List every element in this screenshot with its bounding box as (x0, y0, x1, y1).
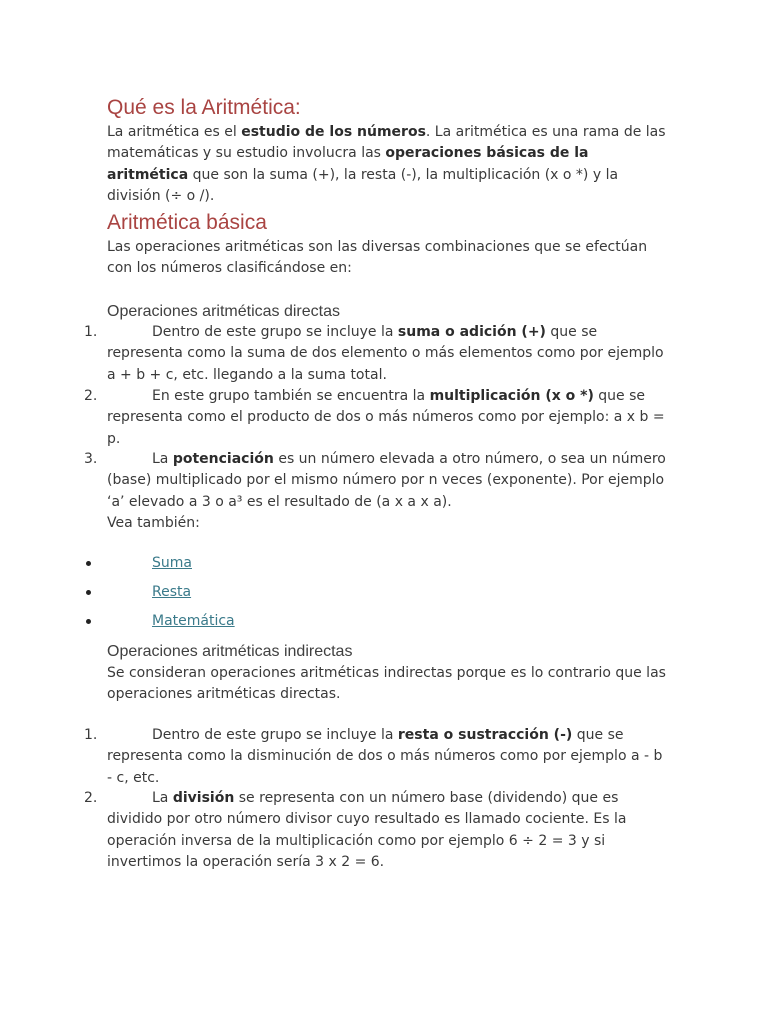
text-span: se representa con un número base (dividendo) que es dividido por otro número divisor cuyo resultado es llamado cociente. Es la operación inversa de la multiplicación como por ejemplo 6 ÷ 2 = 3 y si invertimos la operación sería 3 x 2 = 6. (107, 790, 627, 870)
list-item-multiplicacion (107, 386, 667, 450)
bold-span: suma o adición (+) (397, 324, 546, 340)
text-span: que se representa como la suma de dos elemento o más elementos como por ejemplo a + b + c, etc. llegando a la suma total. (107, 324, 664, 383)
paragraph-intro: Las operaciones aritméticas son las diversas combinaciones que se efectúan con los números clasificándose en: (107, 239, 648, 277)
see-also-label: Vea también: (107, 515, 200, 531)
list-item-suma (107, 322, 667, 386)
bold-span: resta o sustracción (-) (397, 727, 573, 743)
list-number: 3. (84, 451, 98, 467)
text-span: que se representa como la disminución de dos o más números como por ejemplo a - b - c, etc. (107, 727, 663, 786)
link-suma[interactable]: Suma (152, 555, 192, 571)
list-item-resta (107, 725, 667, 789)
list-item-division (107, 788, 667, 873)
bold-span: división (172, 790, 235, 806)
text-span: que se representa como el producto de dos o más números como por ejemplo: a x b = p. (107, 388, 665, 447)
text-span: que son la suma (+), la resta (-), la multiplicación (x o *) y la división (÷ o /). (107, 166, 619, 204)
bullet-dot (86, 590, 91, 595)
text-span: La aritmética es el (107, 124, 242, 140)
heading-operaciones-indirectas: Operaciones aritméticas indirectas (107, 643, 353, 660)
bullet-dot (86, 561, 91, 566)
list-number: 1. (84, 727, 98, 743)
heading-aritmetica-basica: Aritmética básica (107, 211, 267, 234)
text-span: En este grupo también se encuentra la (152, 388, 430, 404)
bullet-dot (86, 619, 91, 624)
list-number: 2. (84, 388, 98, 404)
heading-que-es-aritmetica: Qué es la Aritmética: (107, 96, 301, 119)
link-matematica[interactable]: Matemática (152, 613, 235, 629)
text-span: Dentro de este grupo se incluye la (152, 727, 398, 743)
bold-span: potenciación (172, 451, 274, 467)
bold-span: estudio de los números (241, 124, 426, 140)
text-span: La (152, 790, 173, 806)
list-number: 2. (84, 790, 98, 806)
bold-span: operaciones básicas de la aritmética (107, 145, 589, 183)
heading-operaciones-directas: Operaciones aritméticas directas (107, 303, 340, 320)
list-item-potenciacion (107, 449, 667, 513)
link-resta[interactable]: Resta (152, 584, 192, 600)
bold-span: multiplicación (x o *) (429, 388, 594, 404)
list-number: 1. (84, 324, 98, 340)
paragraph-definition (107, 122, 667, 207)
paragraph-indirect-intro: Se consideran operaciones aritméticas indirectas porque es lo contrario que las operaciones aritméticas directas. (107, 665, 666, 703)
text-span: Dentro de este grupo se incluye la (152, 324, 398, 340)
text-span: La (152, 451, 173, 467)
text-span: es un número elevada a otro número, o sea un número (base) multiplicado por el mismo número por n veces (exponente). Por ejemplo ‘a’ elevado a 3 o a³ es el resultado de (a x a x a). (107, 451, 666, 510)
text-span: . La aritmética es una rama de las matemáticas y su estudio involucra las (107, 124, 666, 162)
